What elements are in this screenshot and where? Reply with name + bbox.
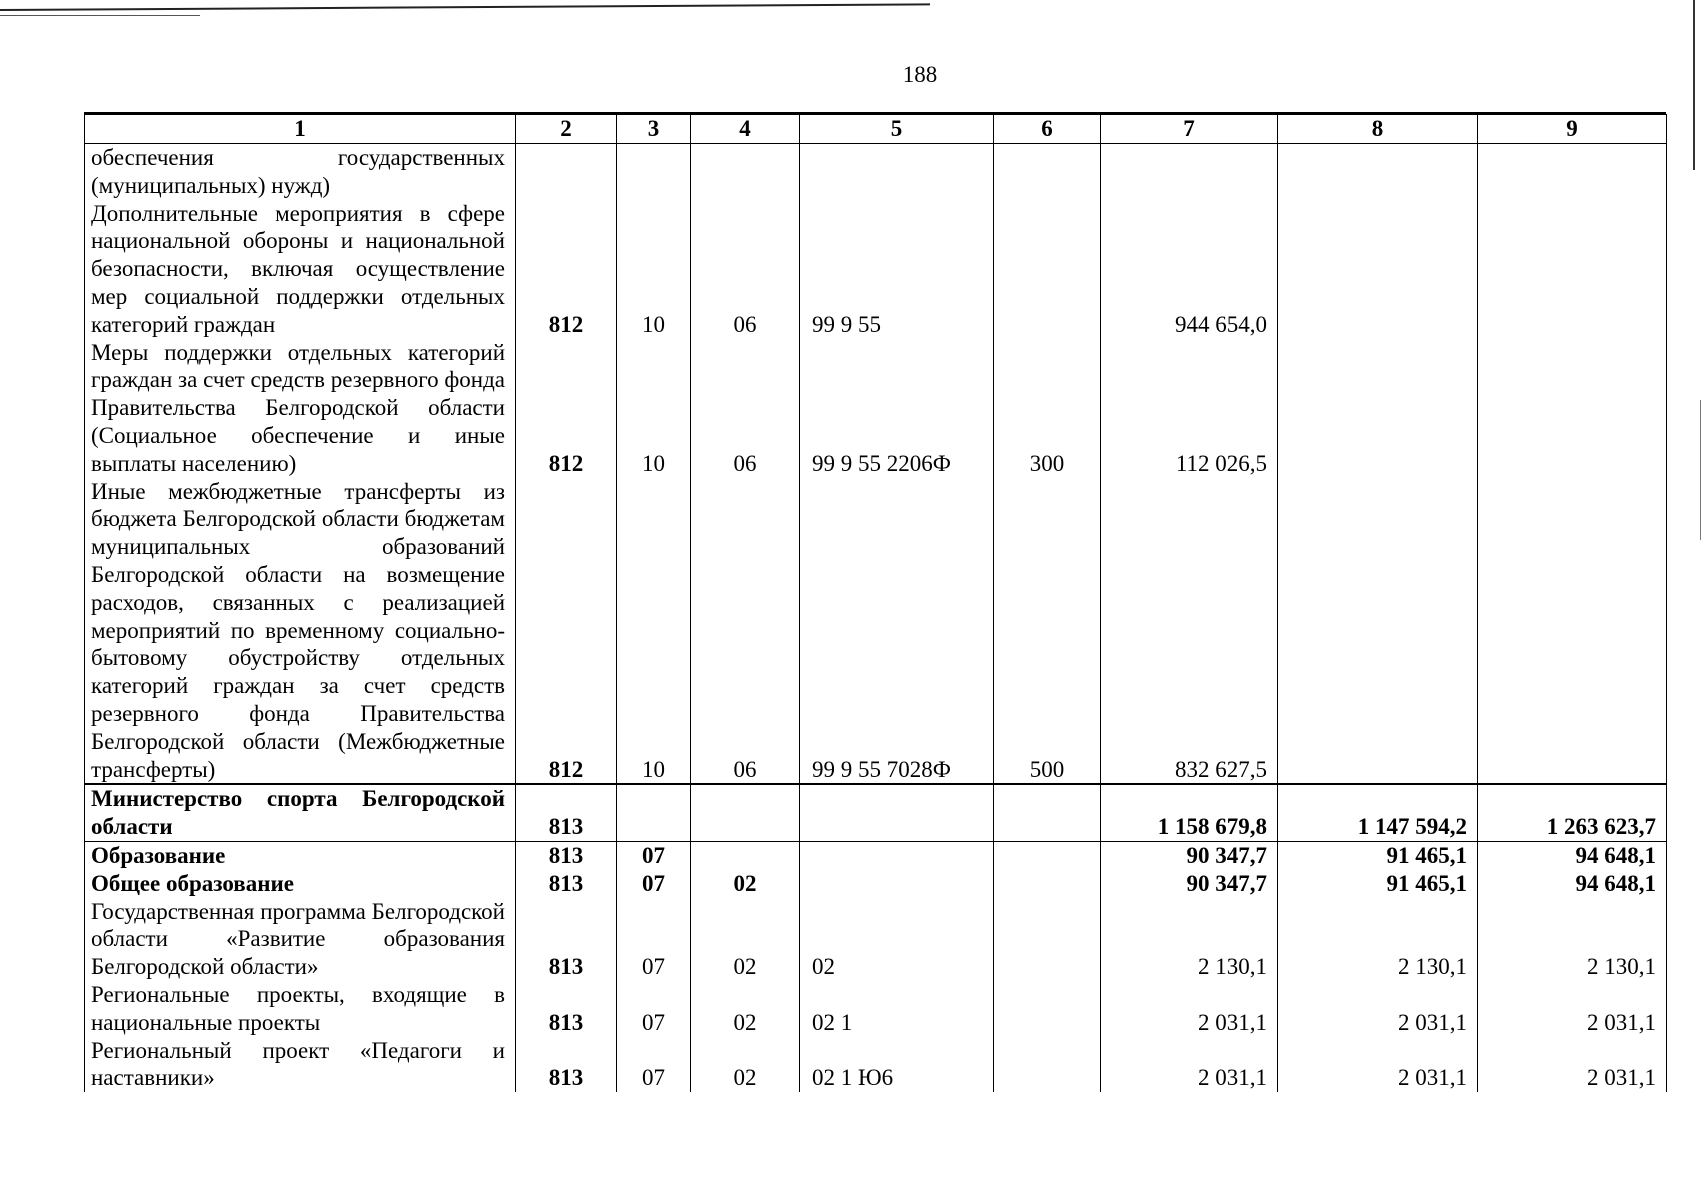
row-name: Меры поддержки отдельных категорий граждан за счет средств резервного фонда Правительства Белгородской области (Социальное обеспечение и иные выплаты населению) <box>85 339 516 478</box>
table-row <box>85 478 1667 785</box>
cell-amount-col8: 2 031,1 <box>1278 1037 1478 1093</box>
cell-target-article: 02 1 Ю6 <box>800 1037 994 1093</box>
cell-amount-col9: 1 263 623,7 <box>1478 784 1667 841</box>
cell-amount-col8: 1 147 594,2 <box>1278 784 1478 841</box>
cell-amount-col9: 94 648,1 <box>1478 841 1667 869</box>
cell-amount-col8 <box>1278 478 1478 785</box>
cell-subsection: 02 <box>691 981 800 1037</box>
cell-subsection: 06 <box>691 339 800 478</box>
cell-amount-col8: 2 130,1 <box>1278 898 1478 981</box>
cell-section: 07 <box>617 981 691 1037</box>
cell-section: 07 <box>617 870 691 898</box>
cell-amount-col7: 90 347,7 <box>1101 870 1278 898</box>
cell-expense-type <box>994 870 1101 898</box>
cell-section <box>617 144 691 200</box>
cell-subsection <box>691 841 800 869</box>
cell-expense-type <box>994 841 1101 869</box>
cell-subsection: 06 <box>691 200 800 339</box>
cell-expense-type <box>994 144 1101 200</box>
cell-target-article: 99 9 55 7028Ф <box>800 478 994 785</box>
cell-amount-col9 <box>1478 144 1667 200</box>
row-name: Государственная программа Белгородской области «Развитие образования Белгородской области» <box>85 898 516 981</box>
cell-amount-col7: 2 031,1 <box>1101 981 1278 1037</box>
row-name: Образование <box>85 841 516 869</box>
cell-amount-col9: 2 031,1 <box>1478 981 1667 1037</box>
cell-amount-col8 <box>1278 144 1478 200</box>
row-name: обеспечения государственных (муниципальных) нужд) <box>85 144 516 200</box>
cell-amount-col7: 2 031,1 <box>1101 1037 1278 1093</box>
column-header: 9 <box>1478 115 1667 144</box>
cell-amount-col9 <box>1478 200 1667 339</box>
table-row <box>85 200 1667 339</box>
cell-expense-type <box>994 898 1101 981</box>
cell-subsection: 06 <box>691 478 800 785</box>
cell-subsection: 02 <box>691 870 800 898</box>
cell-section: 10 <box>617 339 691 478</box>
cell-amount-col8: 91 465,1 <box>1278 841 1478 869</box>
column-header: 4 <box>691 115 800 144</box>
cell-target-article <box>800 870 994 898</box>
cell-section: 10 <box>617 200 691 339</box>
table-row <box>85 1037 1667 1093</box>
cell-target-article: 99 9 55 2206Ф <box>800 339 994 478</box>
table-row-ministry-total <box>85 784 1667 841</box>
cell-ministry-code: 813 <box>516 1037 617 1093</box>
cell-target-article: 99 9 55 <box>800 200 994 339</box>
cell-subsection <box>691 144 800 200</box>
page-number: 188 <box>902 62 938 87</box>
cell-subsection: 02 <box>691 1037 800 1093</box>
table-row-section <box>85 841 1667 869</box>
cell-ministry-code: 813 <box>516 870 617 898</box>
column-header: 8 <box>1278 115 1478 144</box>
table-row <box>85 981 1667 1037</box>
cell-target-article <box>800 841 994 869</box>
column-header: 7 <box>1101 115 1278 144</box>
cell-amount-col7: 2 130,1 <box>1101 898 1278 981</box>
cell-amount-col7: 832 627,5 <box>1101 478 1278 785</box>
cell-amount-col9 <box>1478 339 1667 478</box>
column-header: 3 <box>617 115 691 144</box>
cell-subsection <box>691 784 800 841</box>
cell-ministry-code: 813 <box>516 784 617 841</box>
cell-amount-col7 <box>1101 144 1278 200</box>
cell-ministry-code: 813 <box>516 898 617 981</box>
cell-section: 07 <box>617 1037 691 1093</box>
column-header: 2 <box>516 115 617 144</box>
cell-amount-col9 <box>1478 478 1667 785</box>
cell-section: 07 <box>617 898 691 981</box>
cell-target-article <box>800 144 994 200</box>
cell-target-article: 02 <box>800 898 994 981</box>
budget-table <box>84 114 1667 1092</box>
cell-section: 07 <box>617 841 691 869</box>
table-row-subsection <box>85 870 1667 898</box>
cell-ministry-code <box>516 144 617 200</box>
scan-edge-mark <box>1700 400 1701 540</box>
column-header: 6 <box>994 115 1101 144</box>
cell-section <box>617 784 691 841</box>
table-row <box>85 339 1667 478</box>
column-header: 5 <box>800 115 994 144</box>
cell-target-article: 02 1 <box>800 981 994 1037</box>
cell-expense-type: 300 <box>994 339 1101 478</box>
row-name: Иные межбюджетные трансферты из бюджета Белгородской области бюджетам муниципальных образований Белгородской области на возмещение расходов, связанных с реализацией мероприятий по временному социально-бытовому обустройству отдельных категорий граждан за счет средств резервного фонда Правительства Белгородской области (Межбюджетные трансферты) <box>85 478 516 785</box>
cell-amount-col8: 91 465,1 <box>1278 870 1478 898</box>
row-name: Дополнительные мероприятия в сфере национальной обороны и национальной безопасности, включая осуществление мер социальной поддержки отдельных категорий граждан <box>85 200 516 339</box>
cell-amount-col7: 112 026,5 <box>1101 339 1278 478</box>
cell-expense-type <box>994 784 1101 841</box>
column-header: 1 <box>85 115 516 144</box>
scan-artifact-line <box>0 3 930 11</box>
cell-ministry-code: 812 <box>516 478 617 785</box>
cell-ministry-code: 812 <box>516 200 617 339</box>
table-row <box>85 144 1667 200</box>
row-name: Региональные проекты, входящие в национальные проекты <box>85 981 516 1037</box>
cell-amount-col8 <box>1278 339 1478 478</box>
cell-section: 10 <box>617 478 691 785</box>
cell-ministry-code: 813 <box>516 841 617 869</box>
cell-amount-col8: 2 031,1 <box>1278 981 1478 1037</box>
row-name: Региональный проект «Педагоги и наставники» <box>85 1037 516 1093</box>
cell-ministry-code: 813 <box>516 981 617 1037</box>
cell-amount-col7: 944 654,0 <box>1101 200 1278 339</box>
scan-artifact-line <box>0 15 200 16</box>
cell-expense-type <box>994 981 1101 1037</box>
cell-amount-col7: 90 347,7 <box>1101 841 1278 869</box>
cell-target-article <box>800 784 994 841</box>
row-name: Общее образование <box>85 870 516 898</box>
column-number-header-row <box>85 115 1667 144</box>
cell-amount-col8 <box>1278 200 1478 339</box>
row-name: Министерство спорта Белгородской области <box>85 784 516 841</box>
cell-amount-col7: 1 158 679,8 <box>1101 784 1278 841</box>
table-row <box>85 898 1667 981</box>
cell-expense-type <box>994 1037 1101 1093</box>
cell-subsection: 02 <box>691 898 800 981</box>
cell-expense-type <box>994 200 1101 339</box>
cell-amount-col9: 2 130,1 <box>1478 898 1667 981</box>
budget-table-container <box>84 114 1666 1092</box>
cell-expense-type: 500 <box>994 478 1101 785</box>
cell-amount-col9: 94 648,1 <box>1478 870 1667 898</box>
cell-amount-col9: 2 031,1 <box>1478 1037 1667 1093</box>
cell-ministry-code: 812 <box>516 339 617 478</box>
